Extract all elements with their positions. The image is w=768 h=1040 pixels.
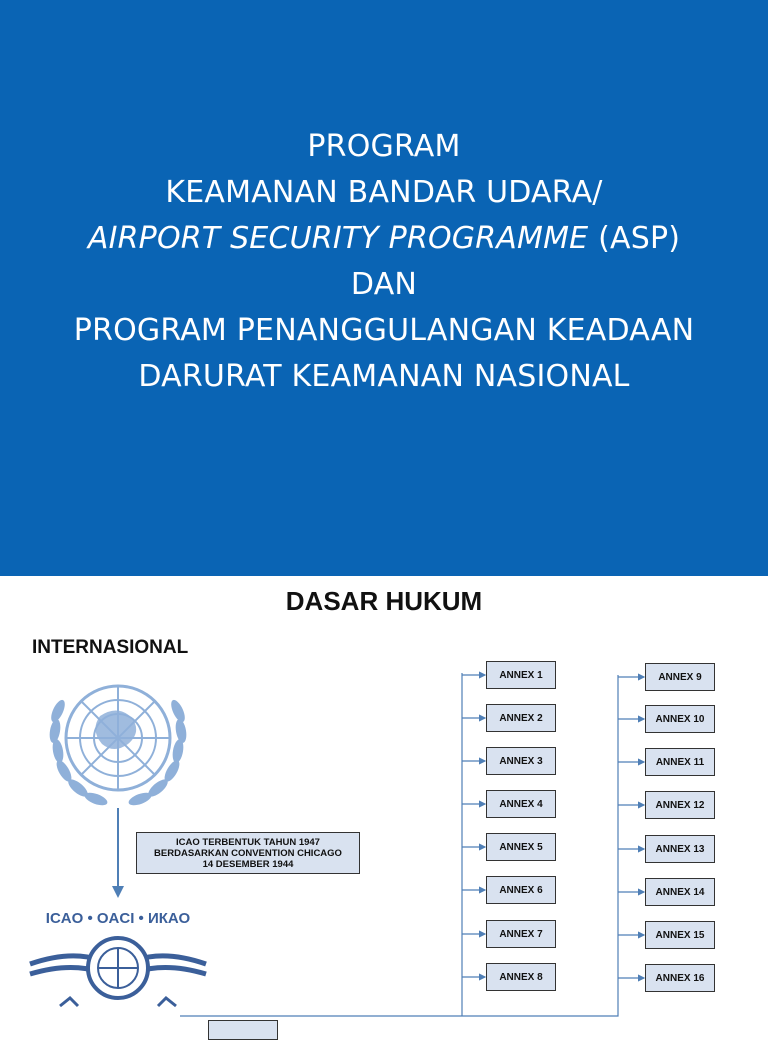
title-line-1: PROGRAM	[307, 129, 461, 164]
slide-title	[0, 124, 768, 400]
annex-box: ANNEX 13	[645, 835, 715, 863]
icao-formation-box	[136, 832, 360, 874]
title-line-3-italic: AIRPORT SECURITY PROGRAMME	[87, 221, 589, 256]
annex-box: ANNEX 14	[645, 878, 715, 906]
icao-box-line-3: 14 DESEMBER 1944	[202, 858, 294, 870]
annex-box: ANNEX 8	[486, 963, 556, 991]
annex-box: ANNEX 9	[645, 663, 715, 691]
icao-box-line-1: ICAO TERBENTUK TAHUN 1947	[176, 836, 320, 848]
icao-emblem-icon	[30, 910, 206, 1006]
annex-box: ANNEX 12	[645, 791, 715, 819]
title-line-3	[0, 216, 768, 262]
international-subheading: INTERNASIONAL	[32, 637, 189, 658]
annex-box: ANNEX 7	[486, 920, 556, 948]
title-line-2: KEAMANAN BANDAR UDARA/	[165, 175, 603, 210]
annex-box: ANNEX 15	[645, 921, 715, 949]
title-line-4: DAN	[350, 267, 418, 302]
annex-box: ANNEX 16	[645, 964, 715, 992]
un-emblem-icon	[48, 686, 188, 808]
annex-box: ANNEX 1	[486, 661, 556, 689]
annex-box: ANNEX 6	[486, 876, 556, 904]
legal-basis-heading: DASAR HUKUM	[285, 586, 483, 616]
title-line-5: PROGRAM PENANGGULANGAN KEADAAN	[73, 313, 695, 348]
annex-box: ANNEX 3	[486, 747, 556, 775]
annex-box: ANNEX 2	[486, 704, 556, 732]
legal-basis-slide	[0, 576, 768, 1024]
icao-logo-text: ICAO • OACI • ИКАО	[45, 910, 191, 927]
annex-box: ANNEX 5	[486, 833, 556, 861]
title-line-3-rest: (ASP)	[588, 221, 681, 256]
annex-box: ANNEX 11	[645, 748, 715, 776]
title-line-6: DARURAT KEAMANAN NASIONAL	[138, 359, 630, 394]
annex-box: ANNEX 4	[486, 790, 556, 818]
annex-box: ANNEX 10	[645, 705, 715, 733]
icao-box-line-2: BERDASARKAN CONVENTION CHICAGO	[154, 847, 342, 859]
partial-box	[208, 1020, 278, 1040]
